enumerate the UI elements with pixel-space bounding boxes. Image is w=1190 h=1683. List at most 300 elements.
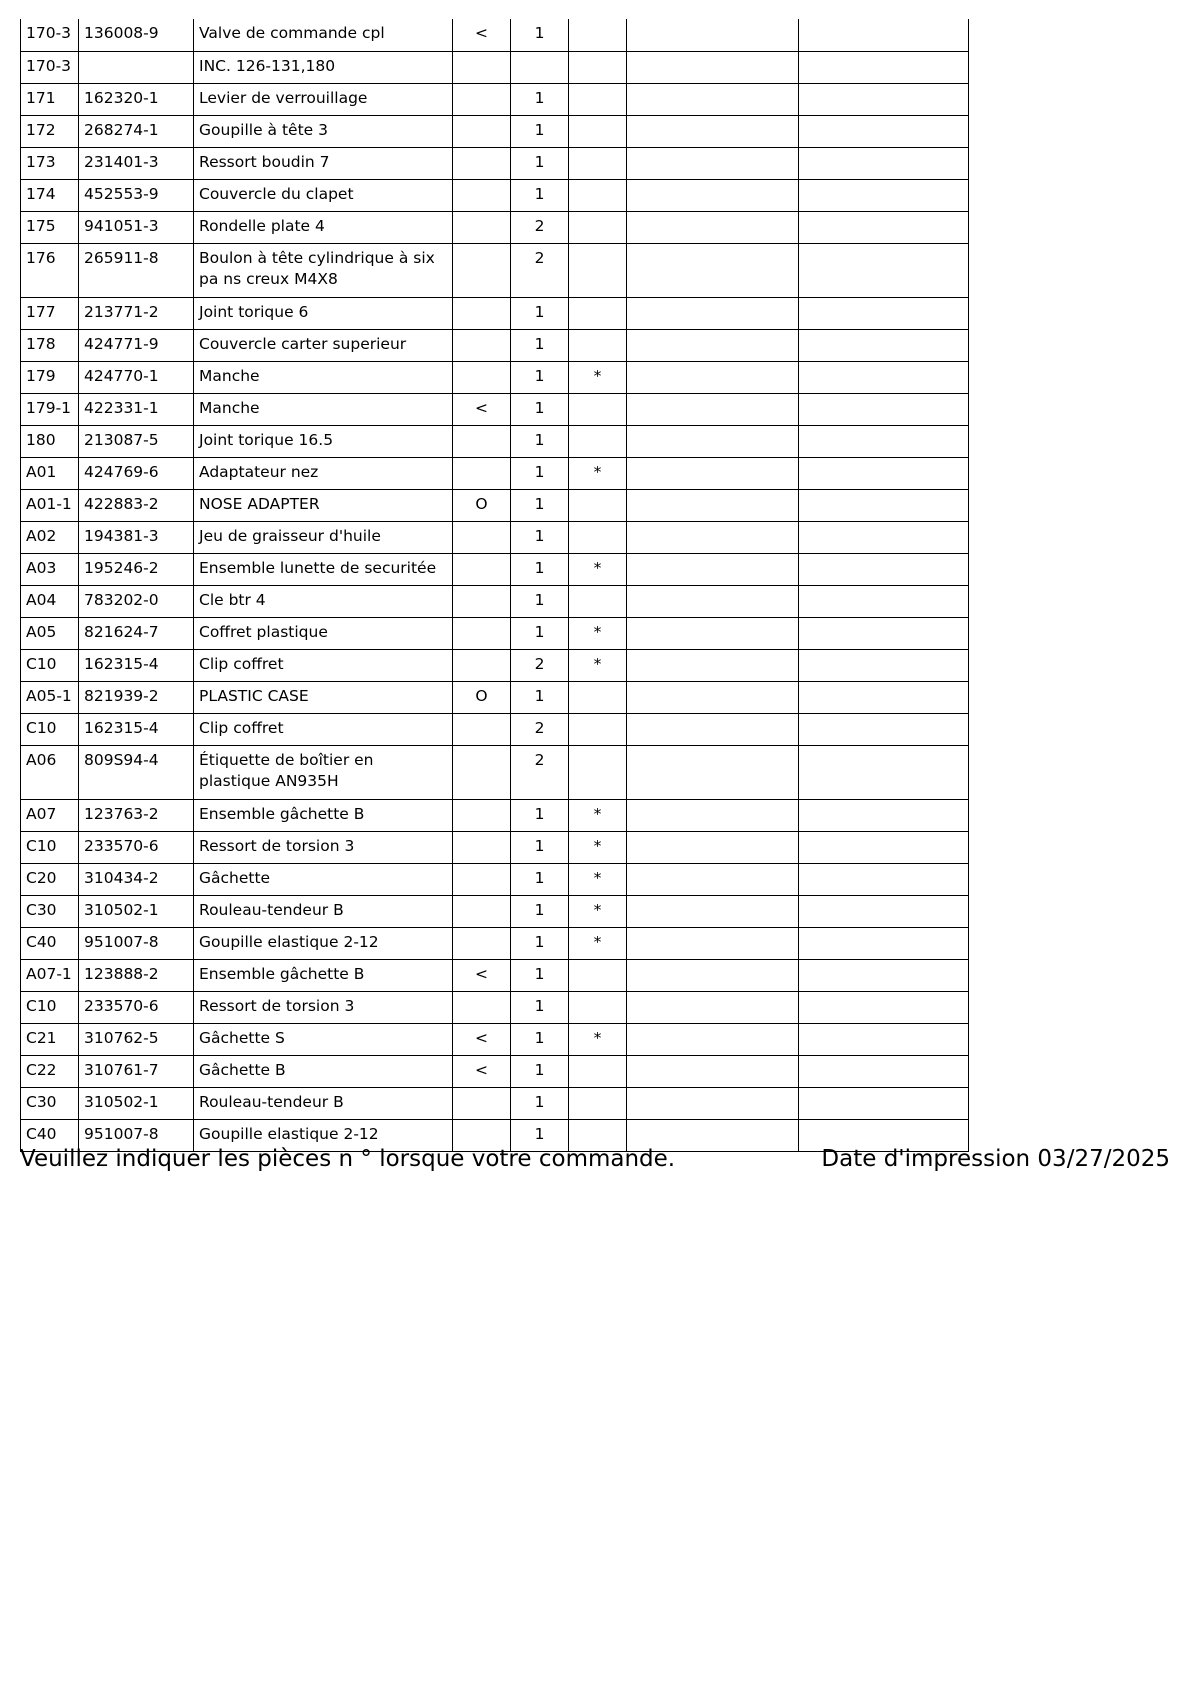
- ref-number-cell: 177: [21, 297, 79, 329]
- ref-number-cell: 179: [21, 361, 79, 393]
- star-marker-cell: [569, 51, 627, 83]
- empty-cell: [627, 863, 799, 895]
- part-number-cell: 310502-1: [79, 895, 194, 927]
- empty-cell: [799, 179, 969, 211]
- ref-number-cell: 178: [21, 329, 79, 361]
- star-marker-cell: [569, 329, 627, 361]
- star-marker-cell: *: [569, 361, 627, 393]
- table-row: [21, 243, 969, 297]
- description-cell: Ressort de torsion 3: [194, 991, 453, 1023]
- note-marker-cell: [453, 243, 511, 297]
- star-marker-cell: [569, 147, 627, 179]
- star-marker-cell: [569, 115, 627, 147]
- empty-cell: [627, 147, 799, 179]
- table-row: [21, 1023, 969, 1055]
- ref-number-cell: C22: [21, 1055, 79, 1087]
- table-row: [21, 393, 969, 425]
- empty-cell: [627, 329, 799, 361]
- description-cell: Ensemble lunette de securitée: [194, 553, 453, 585]
- quantity-cell: 1: [511, 393, 569, 425]
- table-row: [21, 895, 969, 927]
- empty-cell: [627, 1055, 799, 1087]
- ref-number-cell: A05-1: [21, 681, 79, 713]
- quantity-cell: 1: [511, 1119, 569, 1151]
- star-marker-cell: [569, 297, 627, 329]
- part-number-cell: 951007-8: [79, 927, 194, 959]
- star-marker-cell: [569, 991, 627, 1023]
- table-row: [21, 831, 969, 863]
- star-marker-cell: [569, 713, 627, 745]
- empty-cell: [799, 147, 969, 179]
- empty-cell: [799, 329, 969, 361]
- empty-cell: [799, 681, 969, 713]
- ref-number-cell: C10: [21, 831, 79, 863]
- table-row: [21, 959, 969, 991]
- note-marker-cell: [453, 147, 511, 179]
- star-marker-cell: [569, 19, 627, 51]
- description-cell: Clip coffret: [194, 649, 453, 681]
- quantity-cell: 1: [511, 489, 569, 521]
- empty-cell: [799, 83, 969, 115]
- star-marker-cell: [569, 521, 627, 553]
- empty-cell: [799, 553, 969, 585]
- parts-table: [20, 19, 969, 1152]
- ref-number-cell: 174: [21, 179, 79, 211]
- description-cell: Gâchette B: [194, 1055, 453, 1087]
- part-number-cell: 231401-3: [79, 147, 194, 179]
- description-cell: Valve de commande cpl: [194, 19, 453, 51]
- ref-number-cell: A06: [21, 745, 79, 799]
- empty-cell: [627, 745, 799, 799]
- part-number-cell: 233570-6: [79, 991, 194, 1023]
- quantity-cell: 1: [511, 585, 569, 617]
- star-marker-cell: [569, 681, 627, 713]
- note-marker-cell: <: [453, 1055, 511, 1087]
- part-number-cell: 162315-4: [79, 713, 194, 745]
- empty-cell: [799, 585, 969, 617]
- empty-cell: [799, 211, 969, 243]
- description-cell: Ensemble gâchette B: [194, 959, 453, 991]
- ref-number-cell: 170-3: [21, 51, 79, 83]
- empty-cell: [799, 649, 969, 681]
- ref-number-cell: C20: [21, 863, 79, 895]
- quantity-cell: 2: [511, 649, 569, 681]
- quantity-cell: 1: [511, 927, 569, 959]
- description-cell: Adaptateur nez: [194, 457, 453, 489]
- description-cell: Joint torique 16.5: [194, 425, 453, 457]
- ref-number-cell: 180: [21, 425, 79, 457]
- description-cell: Couvercle carter superieur: [194, 329, 453, 361]
- empty-cell: [627, 243, 799, 297]
- ref-number-cell: C21: [21, 1023, 79, 1055]
- note-marker-cell: <: [453, 1023, 511, 1055]
- star-marker-cell: *: [569, 799, 627, 831]
- note-marker-cell: <: [453, 393, 511, 425]
- ref-number-cell: 170-3: [21, 19, 79, 51]
- empty-cell: [627, 927, 799, 959]
- quantity-cell: 1: [511, 115, 569, 147]
- table-row: [21, 649, 969, 681]
- empty-cell: [799, 991, 969, 1023]
- empty-cell: [799, 51, 969, 83]
- quantity-cell: 1: [511, 521, 569, 553]
- quantity-cell: 1: [511, 329, 569, 361]
- table-row: [21, 297, 969, 329]
- note-marker-cell: [453, 83, 511, 115]
- quantity-cell: 2: [511, 713, 569, 745]
- quantity-cell: 1: [511, 959, 569, 991]
- empty-cell: [627, 1087, 799, 1119]
- star-marker-cell: [569, 745, 627, 799]
- part-number-cell: 213771-2: [79, 297, 194, 329]
- empty-cell: [627, 115, 799, 147]
- ref-number-cell: 176: [21, 243, 79, 297]
- empty-cell: [627, 51, 799, 83]
- note-marker-cell: O: [453, 489, 511, 521]
- part-number-cell: 422883-2: [79, 489, 194, 521]
- empty-cell: [799, 457, 969, 489]
- part-number-cell: 783202-0: [79, 585, 194, 617]
- part-number-cell: 123888-2: [79, 959, 194, 991]
- description-cell: Goupille à tête 3: [194, 115, 453, 147]
- part-number-cell: 941051-3: [79, 211, 194, 243]
- note-marker-cell: [453, 745, 511, 799]
- ref-number-cell: 172: [21, 115, 79, 147]
- empty-cell: [627, 713, 799, 745]
- empty-cell: [627, 991, 799, 1023]
- ref-number-cell: 175: [21, 211, 79, 243]
- table-row: [21, 681, 969, 713]
- table-row: [21, 425, 969, 457]
- star-marker-cell: [569, 425, 627, 457]
- quantity-cell: 1: [511, 1023, 569, 1055]
- ref-number-cell: A03: [21, 553, 79, 585]
- description-cell: Manche: [194, 361, 453, 393]
- description-cell: Rouleau-tendeur B: [194, 895, 453, 927]
- note-marker-cell: [453, 895, 511, 927]
- empty-cell: [799, 1023, 969, 1055]
- part-number-cell: 162320-1: [79, 83, 194, 115]
- note-marker-cell: [453, 115, 511, 147]
- table-row: [21, 713, 969, 745]
- part-number-cell: 951007-8: [79, 1119, 194, 1151]
- part-number-cell: 233570-6: [79, 831, 194, 863]
- part-number-cell: 136008-9: [79, 19, 194, 51]
- ref-number-cell: C10: [21, 649, 79, 681]
- ref-number-cell: A07: [21, 799, 79, 831]
- empty-cell: [799, 115, 969, 147]
- table-row: [21, 51, 969, 83]
- quantity-cell: 1: [511, 895, 569, 927]
- note-marker-cell: [453, 51, 511, 83]
- description-cell: Ressort boudin 7: [194, 147, 453, 179]
- description-cell: Gâchette: [194, 863, 453, 895]
- description-cell: Levier de verrouillage: [194, 83, 453, 115]
- ref-number-cell: A05: [21, 617, 79, 649]
- table-row: [21, 457, 969, 489]
- empty-cell: [627, 585, 799, 617]
- quantity-cell: 1: [511, 799, 569, 831]
- table-row: [21, 521, 969, 553]
- table-row: [21, 927, 969, 959]
- star-marker-cell: [569, 243, 627, 297]
- part-number-cell: 310761-7: [79, 1055, 194, 1087]
- ref-number-cell: A01: [21, 457, 79, 489]
- star-marker-cell: *: [569, 1023, 627, 1055]
- part-number-cell: 424771-9: [79, 329, 194, 361]
- empty-cell: [627, 179, 799, 211]
- part-number-cell: 310502-1: [79, 1087, 194, 1119]
- table-row: [21, 489, 969, 521]
- description-cell: Coffret plastique: [194, 617, 453, 649]
- note-marker-cell: [453, 649, 511, 681]
- part-number-cell: 213087-5: [79, 425, 194, 457]
- description-cell: Jeu de graisseur d'huile: [194, 521, 453, 553]
- note-marker-cell: [453, 991, 511, 1023]
- description-cell: Manche: [194, 393, 453, 425]
- part-number-cell: 265911-8: [79, 243, 194, 297]
- note-marker-cell: [453, 457, 511, 489]
- empty-cell: [627, 959, 799, 991]
- empty-cell: [799, 745, 969, 799]
- note-marker-cell: [453, 713, 511, 745]
- table-row: [21, 19, 969, 51]
- note-marker-cell: [453, 863, 511, 895]
- table-row: [21, 863, 969, 895]
- note-marker-cell: [453, 1087, 511, 1119]
- empty-cell: [799, 19, 969, 51]
- note-marker-cell: <: [453, 959, 511, 991]
- quantity-cell: 1: [511, 83, 569, 115]
- empty-cell: [627, 457, 799, 489]
- ref-number-cell: C40: [21, 1119, 79, 1151]
- quantity-cell: 1: [511, 617, 569, 649]
- star-marker-cell: [569, 393, 627, 425]
- quantity-cell: 1: [511, 831, 569, 863]
- star-marker-cell: [569, 1055, 627, 1087]
- quantity-cell: 1: [511, 361, 569, 393]
- description-cell: Rondelle plate 4: [194, 211, 453, 243]
- star-marker-cell: *: [569, 457, 627, 489]
- description-cell: Goupille elastique 2-12: [194, 1119, 453, 1151]
- note-marker-cell: [453, 927, 511, 959]
- part-number-cell: 452553-9: [79, 179, 194, 211]
- star-marker-cell: [569, 179, 627, 211]
- quantity-cell: 1: [511, 681, 569, 713]
- order-instruction-note: Veuillez indiquer les pièces n ° lorsque votre commande.: [20, 1146, 676, 1172]
- quantity-cell: [511, 51, 569, 83]
- empty-cell: [799, 361, 969, 393]
- print-date: Date d'impression 03/27/2025: [821, 1146, 1170, 1172]
- ref-number-cell: 173: [21, 147, 79, 179]
- quantity-cell: 2: [511, 243, 569, 297]
- empty-cell: [627, 831, 799, 863]
- quantity-cell: 1: [511, 553, 569, 585]
- part-number-cell: 809S94-4: [79, 745, 194, 799]
- quantity-cell: 1: [511, 1087, 569, 1119]
- empty-cell: [799, 863, 969, 895]
- part-number-cell: 821939-2: [79, 681, 194, 713]
- quantity-cell: 2: [511, 211, 569, 243]
- part-number-cell: 123763-2: [79, 799, 194, 831]
- star-marker-cell: [569, 959, 627, 991]
- table-row: [21, 179, 969, 211]
- empty-cell: [627, 19, 799, 51]
- description-cell: Ensemble gâchette B: [194, 799, 453, 831]
- note-marker-cell: [453, 329, 511, 361]
- empty-cell: [799, 799, 969, 831]
- empty-cell: [627, 211, 799, 243]
- description-cell: Cle btr 4: [194, 585, 453, 617]
- star-marker-cell: *: [569, 553, 627, 585]
- quantity-cell: 1: [511, 297, 569, 329]
- quantity-cell: 2: [511, 745, 569, 799]
- note-marker-cell: [453, 831, 511, 863]
- description-cell: Ressort de torsion 3: [194, 831, 453, 863]
- empty-cell: [627, 297, 799, 329]
- description-cell: Boulon à tête cylindrique à six pa ns creux M4X8: [194, 243, 453, 297]
- description-cell: INC. 126-131,180: [194, 51, 453, 83]
- empty-cell: [627, 361, 799, 393]
- description-cell: NOSE ADAPTER: [194, 489, 453, 521]
- table-row: [21, 799, 969, 831]
- ref-number-cell: C10: [21, 991, 79, 1023]
- star-marker-cell: [569, 211, 627, 243]
- part-number-cell: 422331-1: [79, 393, 194, 425]
- table-row: [21, 1055, 969, 1087]
- empty-cell: [627, 649, 799, 681]
- empty-cell: [799, 713, 969, 745]
- empty-cell: [799, 831, 969, 863]
- note-marker-cell: [453, 211, 511, 243]
- empty-cell: [627, 895, 799, 927]
- star-marker-cell: [569, 585, 627, 617]
- table-row: [21, 585, 969, 617]
- star-marker-cell: *: [569, 617, 627, 649]
- part-number-cell: 268274-1: [79, 115, 194, 147]
- note-marker-cell: [453, 521, 511, 553]
- table-row: [21, 991, 969, 1023]
- ref-number-cell: A07-1: [21, 959, 79, 991]
- empty-cell: [627, 799, 799, 831]
- table-row: [21, 361, 969, 393]
- star-marker-cell: [569, 83, 627, 115]
- ref-number-cell: C40: [21, 927, 79, 959]
- empty-cell: [799, 243, 969, 297]
- quantity-cell: 1: [511, 457, 569, 489]
- table-row: [21, 211, 969, 243]
- note-marker-cell: [453, 585, 511, 617]
- empty-cell: [799, 1055, 969, 1087]
- description-cell: Couvercle du clapet: [194, 179, 453, 211]
- description-cell: Étiquette de boîtier en plastique AN935H: [194, 745, 453, 799]
- ref-number-cell: 179-1: [21, 393, 79, 425]
- empty-cell: [799, 895, 969, 927]
- ref-number-cell: 171: [21, 83, 79, 115]
- empty-cell: [627, 425, 799, 457]
- empty-cell: [799, 297, 969, 329]
- empty-cell: [627, 681, 799, 713]
- description-cell: Clip coffret: [194, 713, 453, 745]
- quantity-cell: 1: [511, 1055, 569, 1087]
- part-number-cell: 821624-7: [79, 617, 194, 649]
- star-marker-cell: *: [569, 649, 627, 681]
- note-marker-cell: O: [453, 681, 511, 713]
- ref-number-cell: A02: [21, 521, 79, 553]
- note-marker-cell: [453, 617, 511, 649]
- empty-cell: [799, 959, 969, 991]
- note-marker-cell: [453, 425, 511, 457]
- table-row: [21, 553, 969, 585]
- part-number-cell: 310434-2: [79, 863, 194, 895]
- empty-cell: [627, 489, 799, 521]
- parts-table-body: [21, 19, 969, 1151]
- note-marker-cell: [453, 553, 511, 585]
- star-marker-cell: *: [569, 831, 627, 863]
- star-marker-cell: *: [569, 927, 627, 959]
- part-number-cell: 424770-1: [79, 361, 194, 393]
- table-row: [21, 329, 969, 361]
- part-number-cell: 424769-6: [79, 457, 194, 489]
- table-row: [21, 745, 969, 799]
- note-marker-cell: [453, 361, 511, 393]
- table-row: [21, 617, 969, 649]
- quantity-cell: 1: [511, 147, 569, 179]
- part-number-cell: 195246-2: [79, 553, 194, 585]
- empty-cell: [627, 553, 799, 585]
- part-number-cell: [79, 51, 194, 83]
- part-number-cell: 194381-3: [79, 521, 194, 553]
- ref-number-cell: A01-1: [21, 489, 79, 521]
- quantity-cell: 1: [511, 863, 569, 895]
- part-number-cell: 310762-5: [79, 1023, 194, 1055]
- quantity-cell: 1: [511, 19, 569, 51]
- star-marker-cell: [569, 489, 627, 521]
- empty-cell: [627, 521, 799, 553]
- description-cell: Rouleau-tendeur B: [194, 1087, 453, 1119]
- note-marker-cell: [453, 799, 511, 831]
- description-cell: Goupille elastique 2-12: [194, 927, 453, 959]
- empty-cell: [799, 489, 969, 521]
- empty-cell: [627, 617, 799, 649]
- ref-number-cell: C30: [21, 895, 79, 927]
- star-marker-cell: [569, 1087, 627, 1119]
- note-marker-cell: [453, 179, 511, 211]
- quantity-cell: 1: [511, 991, 569, 1023]
- table-row: [21, 83, 969, 115]
- empty-cell: [627, 393, 799, 425]
- table-row: [21, 147, 969, 179]
- empty-cell: [799, 521, 969, 553]
- empty-cell: [799, 425, 969, 457]
- empty-cell: [799, 1087, 969, 1119]
- empty-cell: [627, 83, 799, 115]
- empty-cell: [799, 927, 969, 959]
- quantity-cell: 1: [511, 425, 569, 457]
- empty-cell: [799, 617, 969, 649]
- note-marker-cell: <: [453, 19, 511, 51]
- part-number-cell: 162315-4: [79, 649, 194, 681]
- star-marker-cell: *: [569, 895, 627, 927]
- ref-number-cell: A04: [21, 585, 79, 617]
- table-row: [21, 115, 969, 147]
- description-cell: Gâchette S: [194, 1023, 453, 1055]
- table-row: [21, 1087, 969, 1119]
- quantity-cell: 1: [511, 179, 569, 211]
- star-marker-cell: *: [569, 863, 627, 895]
- empty-cell: [627, 1023, 799, 1055]
- description-cell: Joint torique 6: [194, 297, 453, 329]
